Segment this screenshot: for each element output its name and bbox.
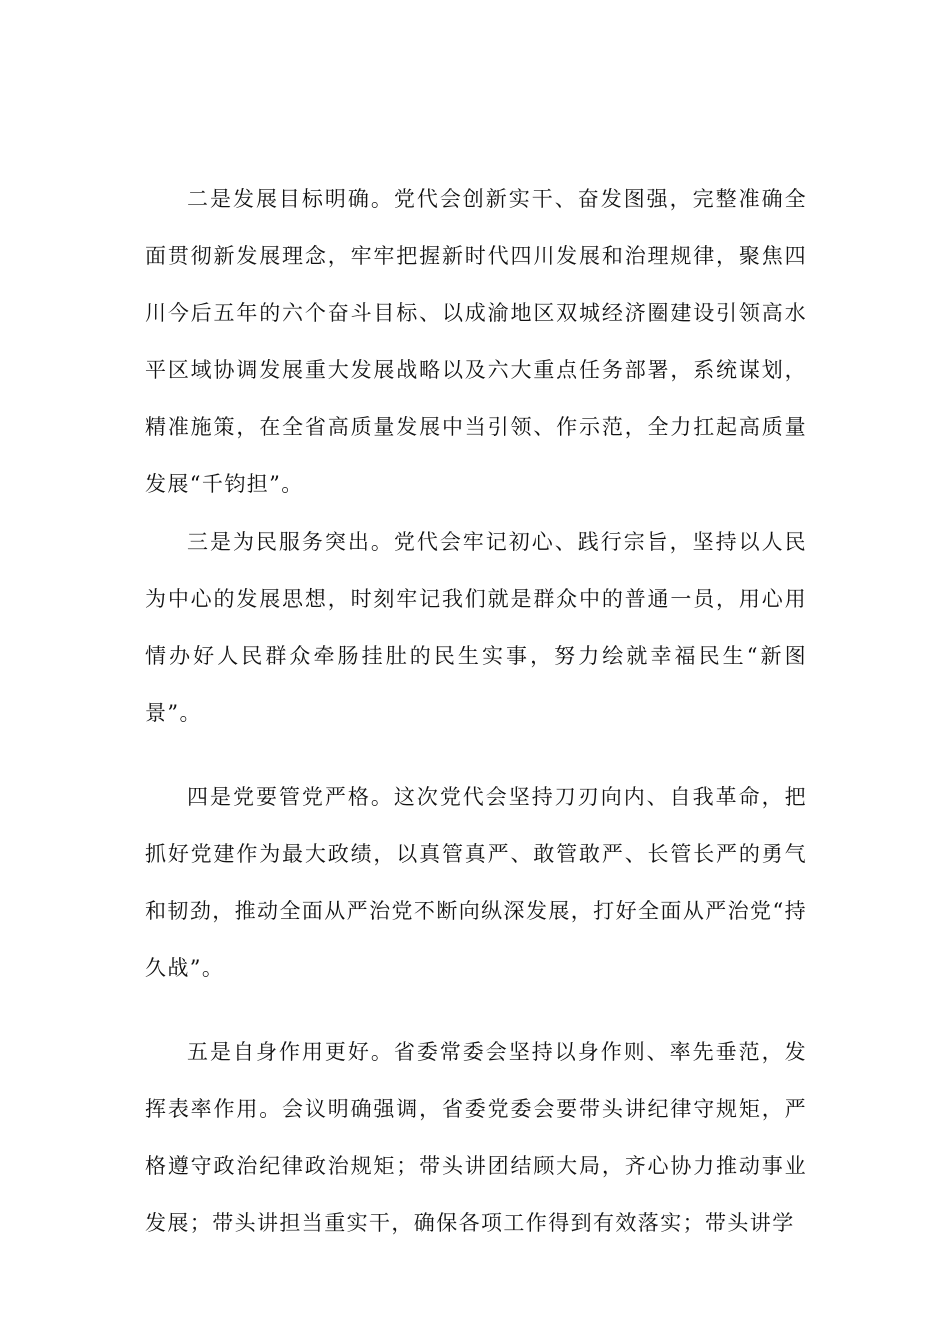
paragraph-serve-people: 三是为民服务突出。党代会牢记初心、践行宗旨，坚持以人民为中心的发展思想，时刻牢记我们就是群众中的普通一员，用心用情办好人民群众牵肠挂肚的民生实事，努力绘就幸福民生“新图景”。 (145, 530, 807, 725)
paragraph-exemplary-role: 五是自身作用更好。省委常委会坚持以身作则、率先垂范，发挥表率作用。会议明确强调，省委党委会要带头讲纪律守规矩，严格遵守政治纪律政治规矩；带头讲团结顾大局，齐心协力推动事业发展；带头讲担当重实干，确保各项工作得到有效落实；带头讲学 (145, 1040, 807, 1235)
paragraph-strict-party-governance: 四是党要管党严格。这次党代会坚持刀刃向内、自我革命，把抓好党建作为最大政绩，以真管真严、敢管敢严、长管长严的勇气和韧劲，推动全面从严治党不断向纵深发展，打好全面从严治党“持久战”。 (145, 785, 807, 980)
paragraph-development-goals: 二是发展目标明确。党代会创新实干、奋发图强，完整准确全面贯彻新发展理念，牢牢把握新时代四川发展和治理规律，聚焦四川今后五年的六个奋斗目标、以成渝地区双城经济圈建设引领高水平区域协调发展重大发展战略以及六大重点任务部署，系统谋划，精准施策，在全省高质量发展中当引领、作示范，全力扛起高质量发展“千钧担”。 (145, 187, 807, 496)
